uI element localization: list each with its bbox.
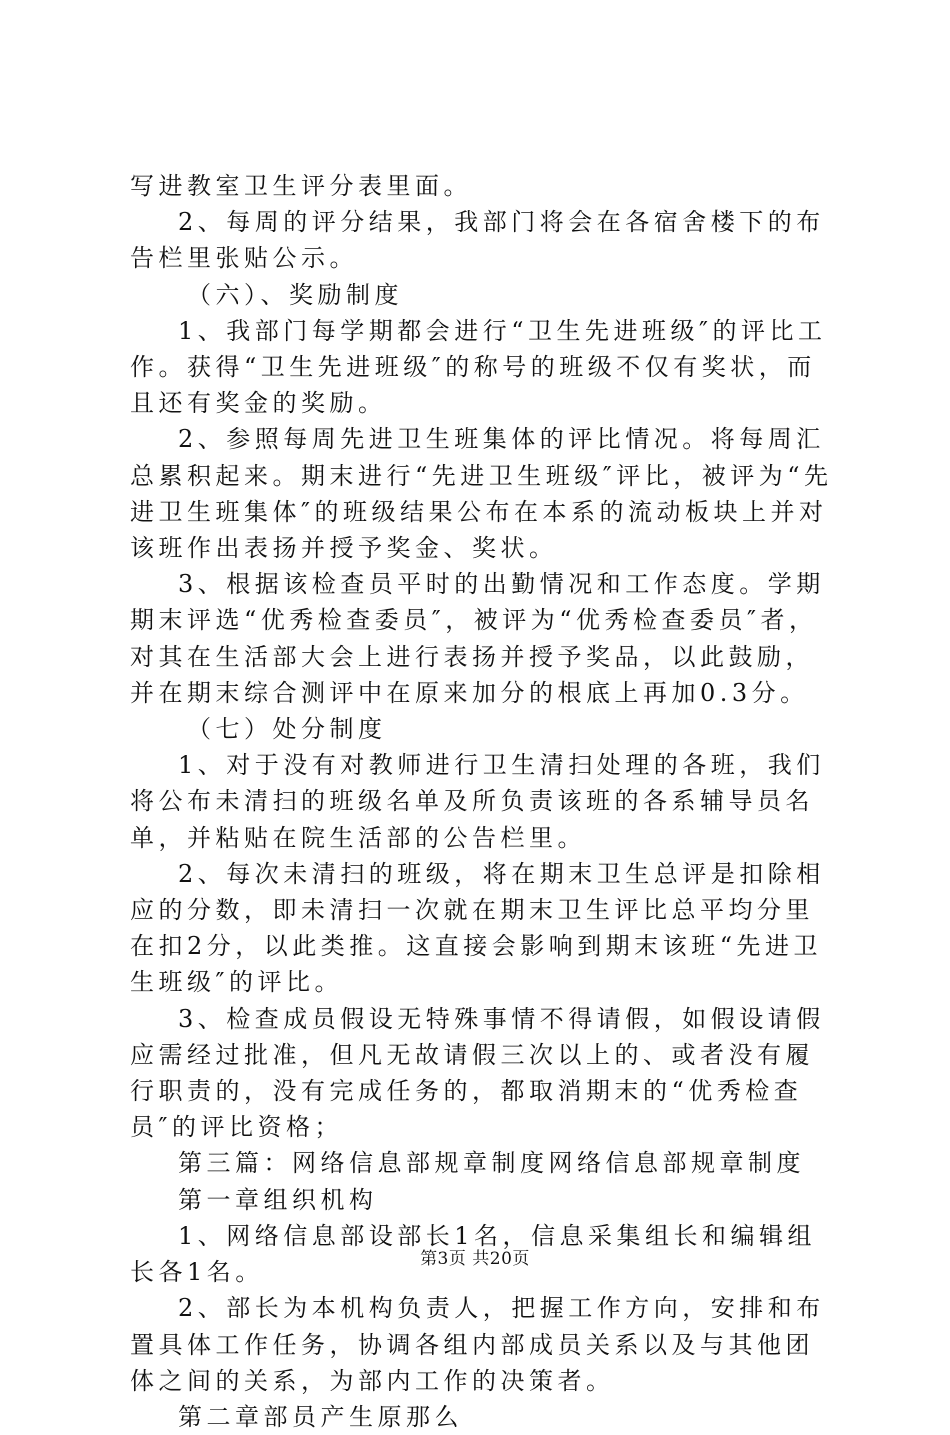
page-number-footer: 第3页 共20页 <box>420 1249 530 1269</box>
paragraph-reward-2: 2、参照每周先进卫生班集体的评比情况。将每周汇总累积起来。期末进行“先进卫生班级″评比，被评为“先进卫生班集体″的班级结果公布在本系的流动板块上并对该班作出表扬并授予奖金、奖状。 <box>130 425 833 563</box>
section-heading-rewards: （六）、奖励制度 <box>187 280 403 309</box>
chapter-heading-1: 第一章组织机构 <box>178 1185 378 1214</box>
paragraph-reward-3: 3、根据该检查员平时的出勤情况和工作态度。学期期末评选“优秀检查委员″，被评为“优秀检查委员″者，对其在生活部大会上进行表扬并授予奖品，以此鼓励，并在期末综合测评中在原来加分的根底上再加0.3分。 <box>130 570 825 707</box>
paragraph-continuation: 写进教室卫生评分表里面。 <box>130 172 472 200</box>
chapter-heading-2: 第二章部员产生原那么 <box>178 1402 463 1431</box>
paragraph-penalty-1: 1、对于没有对教师进行卫生清扫处理的各班，我们将公布未清扫的班级名单及所负责该班的各系辅导员名单，并粘贴在院生活部的公告栏里。 <box>130 751 825 852</box>
paragraph-penalty-2: 2、每次未清扫的班级，将在期末卫生总评是扣除相应的分数，即未清扫一次就在期末卫生评比总平均分里在扣2分，以此类推。这直接会影响到期末该班“先进卫生班级″的评比。 <box>130 859 825 997</box>
paragraph-penalty-3: 3、检查成员假设无特殊事情不得请假，如假设请假应需经过批准，但凡无故请假三次以上的、或者没有履行职责的，没有完成任务的，都取消期末的“优秀检查员″的评比资格； <box>130 1004 825 1142</box>
section-heading-penalties: （七）处分制度 <box>187 715 387 744</box>
paragraph-weekly-results: 2、每周的评分结果，我部门将会在各宿舍楼下的布告栏里张贴公示。 <box>130 208 825 273</box>
paragraph-org-2: 2、部长为本机构负责人，把握工作方向，安排和布置具体工作任务，协调各组内部成员关系以及与其他团体之间的关系，为部内工作的决策者。 <box>130 1294 825 1395</box>
paragraph-reward-1: 1、我部门每学期都会进行“卫生先进班级″的评比工作。获得“卫生先进班级″的称号的班级不仅有奖状，而且还有奖金的奖励。 <box>130 316 827 418</box>
part-heading-network-dept: 第三篇：网络信息部规章制度网络信息部规章制度 <box>178 1149 805 1178</box>
paragraph-org-1: 1、网络信息部设部长1名，信息采集组长和编辑组长各1名。 <box>130 1221 817 1287</box>
